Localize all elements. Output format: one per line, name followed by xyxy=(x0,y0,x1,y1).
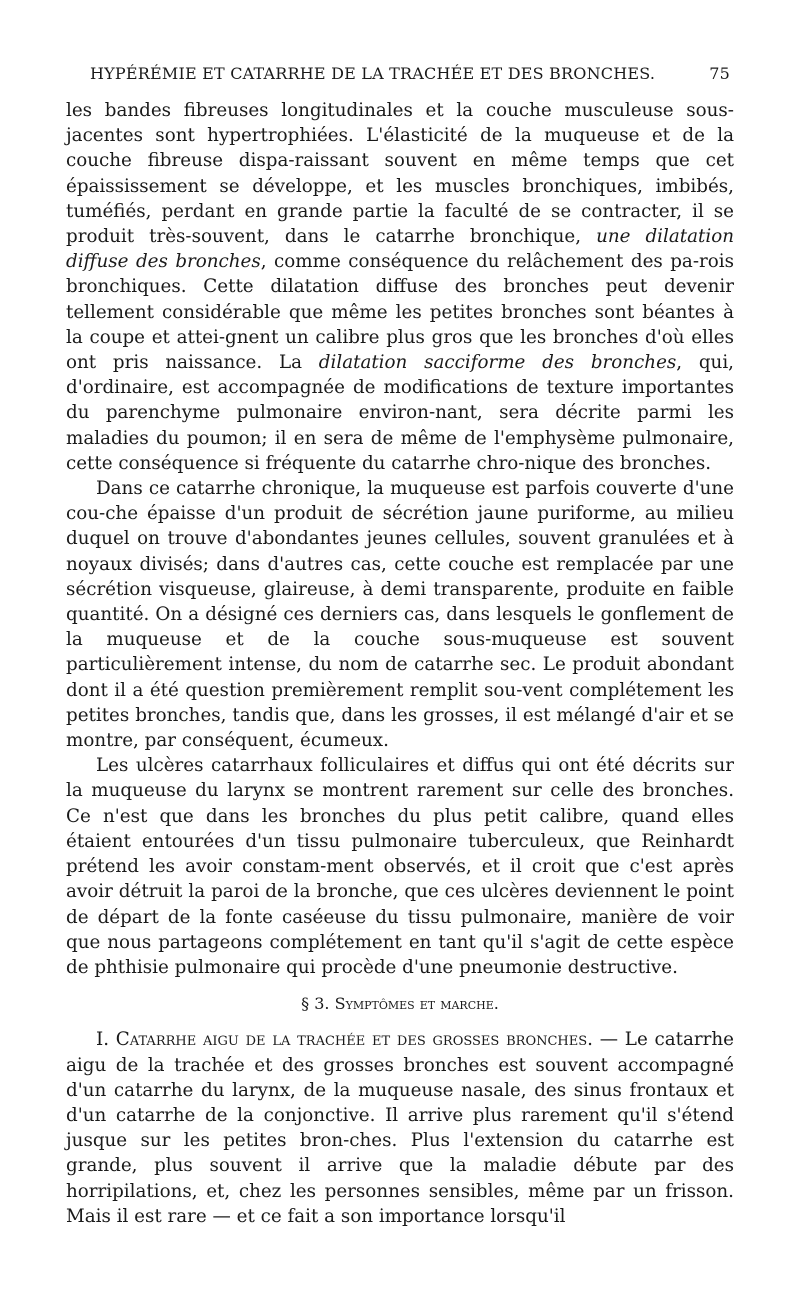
paragraph-text: les bandes fibreuses longitudinales et la couche musculeuse sous-jacentes sont hypertrophiées. L'élasticité de la muqueuse et de la couche fibreuse dispa-raissant souvent en même temps que cet épaississement se développe, et les muscles bronchiques, imbibés, tuméfiés, perdant en grande partie la faculté de se contracter, il se produit très-souvent, dans le catarrhe bronchique, xyxy=(66,100,734,248)
section-title: Symptômes et marche. xyxy=(334,994,499,1014)
section-heading xyxy=(66,991,734,1016)
italic-term: dilatation sacciforme des bronches xyxy=(318,352,677,374)
running-title: HYPÉRÉMIE ET CATARRHE DE LA TRACHÉE ET DES BRONCHES. xyxy=(90,64,656,83)
paragraph-catarrhe-chronique: Dans ce catarrhe chronique, la muqueuse est parfois couverte d'une cou-che épaisse d'un produit de sécrétion jaune puriforme, au milieu duquel on trouve d'abondantes jeunes cellules, souvent granulées et à noyaux divisés; dans d'autres cas, cette couche est remplacée par une sécrétion visqueuse, glaireuse, à demi transparente, produite en faible quantité. On a désigné ces derniers cas, dans lesquels le gonflement de la muqueuse et de la couche sous-muqueuse est souvent particulièrement intense, du nom de catarrhe sec. Le produit abondant dont il a été question premièrement remplit sou-vent complétement les petites bronches, tandis que, dans les grosses, il est mélangé d'air et se montre, par conséquent, écumeux. xyxy=(66,478,734,752)
paragraph-text: , qui, d'ordinaire, est accompagnée de modifications de texture importantes du parenchyme pulmonaire environ-nant, sera décrite parmi les maladies du poumon; il en sera de même de l'emphysème pulmonaire, cette conséquence si fréquente du catarrhe chro-nique des bronches. xyxy=(66,352,734,474)
italic-term: une dilatation diffuse des bronches xyxy=(66,226,734,273)
subsection-heading: I. Catarrhe aigu de la trachée et des grosses bronches. xyxy=(96,1029,593,1051)
paragraph-dilatation xyxy=(66,98,734,476)
paragraph-text: , comme conséquence du relâchement des pa-rois bronchiques. Cette dilatation diffuse des bronches peut devenir tellement considérable que même les petites bronches sont béantes à la coupe et attei-gnent un calibre plus gros que les bronches d'où elles ont pris naissance. La xyxy=(66,251,734,374)
paragraph-ulceres: Les ulcères catarrhaux folliculaires et diffus qui ont été décrits sur la muqueuse du larynx se montrent rarement sur celle des bronches. Ce n'est que dans les bronches du plus petit calibre, quand elles étaient entourées d'un tissu pulmonaire tuberculeux, que Reinhardt prétend les avoir constam-ment observés, et il croit que c'est après avoir détruit la paroi de la bronche, que ces ulcères deviennent le point de départ de la fonte caséeuse du tissu pulmonaire, manière de voir que nous partageons complétement en tant qu'il s'agit de cette espèce de phthisie pulmonaire qui procède d'une pneumonie destructive. xyxy=(66,755,734,978)
page-body xyxy=(66,98,734,1229)
paragraph-catarrhe-aigu xyxy=(66,1027,734,1229)
section-label: § 3. xyxy=(301,994,330,1014)
page-number: 75 xyxy=(709,64,730,83)
paragraph-text: — Le catarrhe aigu de la trachée et des grosses bronches est souvent accompagné d'un catarrhe du larynx, de la muqueuse nasale, des sinus frontaux et d'un catarrhe de la conjonctive. Il arrive plus rarement qu'il s'étend jusque sur les petites bron-ches. Plus l'extension du catarrhe est grande, plus souvent il arrive que la maladie débute par des horripilations, et, chez les personnes sensibles, même par un frisson. Mais il est rare — et ce fait a son importance lorsqu'il xyxy=(66,1029,734,1227)
